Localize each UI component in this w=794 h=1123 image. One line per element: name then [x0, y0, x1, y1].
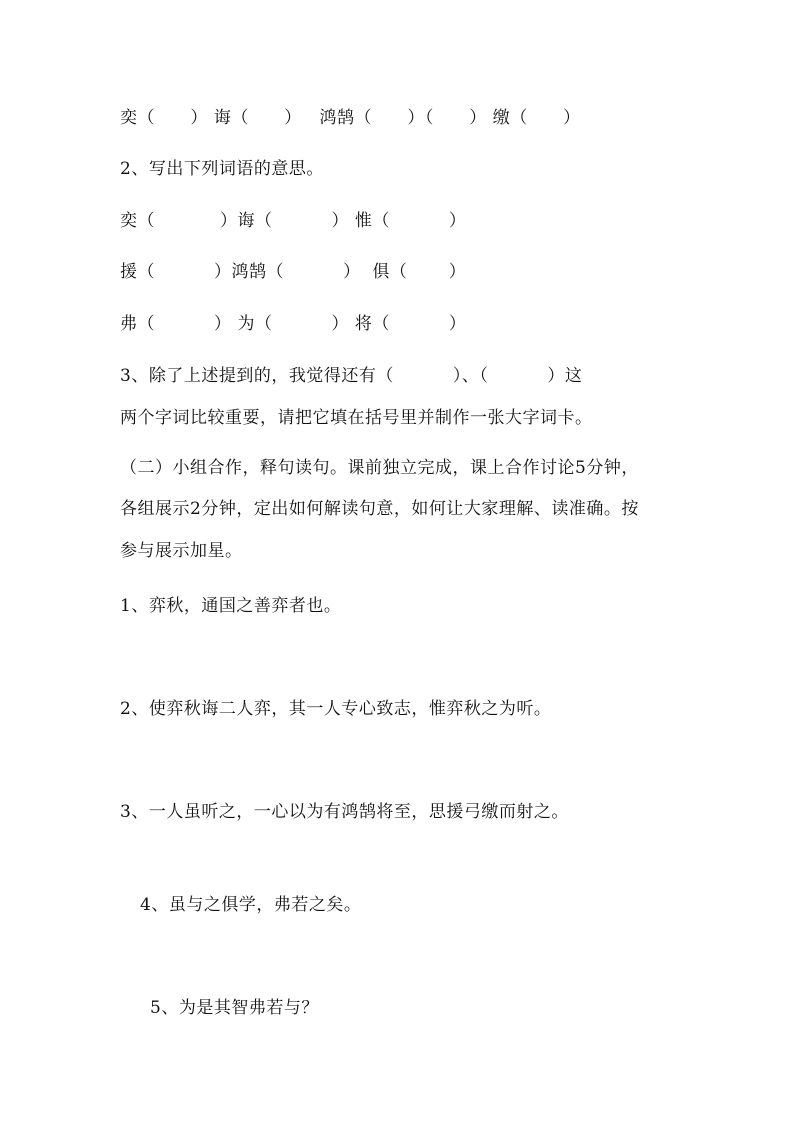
- question-2-row-2: 援（ ）鸿鹄（ ） 俱（ ）: [120, 262, 467, 282]
- sentence-2: 2、使弈秋诲二人弈，其一人专心致志，惟弈秋之为听。: [120, 699, 552, 719]
- section-2-line-2: 各组展示2分钟，定出如何解读句意，如何让大家理解、读准确。按: [120, 499, 639, 519]
- sentence-4: 4、虽与之俱学，弗若之矣。: [140, 895, 362, 915]
- question-2-row-3: 弗（ ） 为（ ） 将（ ）: [120, 314, 467, 334]
- sentence-3: 3、一人虽听之，一心以为有鸿鹄将至，思援弓缴而射之。: [120, 802, 569, 822]
- question-3-line-2: 两个字词比较重要，请把它填在括号里并制作一张大字词卡。: [120, 408, 593, 428]
- sentence-1: 1、弈秋，通国之善弈者也。: [120, 596, 342, 616]
- section-2-line-3: 参与展示加星。: [120, 541, 243, 561]
- vocab-blank-line: 奕（ ） 诲（ ） 鸿鹄（ ）（ ） 缴（ ）: [120, 108, 581, 128]
- question-2-row-1: 奕（ ）诲（ ） 惟（ ）: [120, 211, 467, 231]
- question-2-title: 2、写出下列词语的意思。: [120, 159, 324, 179]
- sentence-5: 5、为是其智弗若与？: [150, 998, 319, 1018]
- question-3-line-1: 3、除了上述提到的，我觉得还有（ ）、（ ）这: [120, 366, 583, 386]
- section-2-line-1: （二）小组合作，释句读句。课前独立完成，课上合作讨论5分钟，: [120, 458, 639, 478]
